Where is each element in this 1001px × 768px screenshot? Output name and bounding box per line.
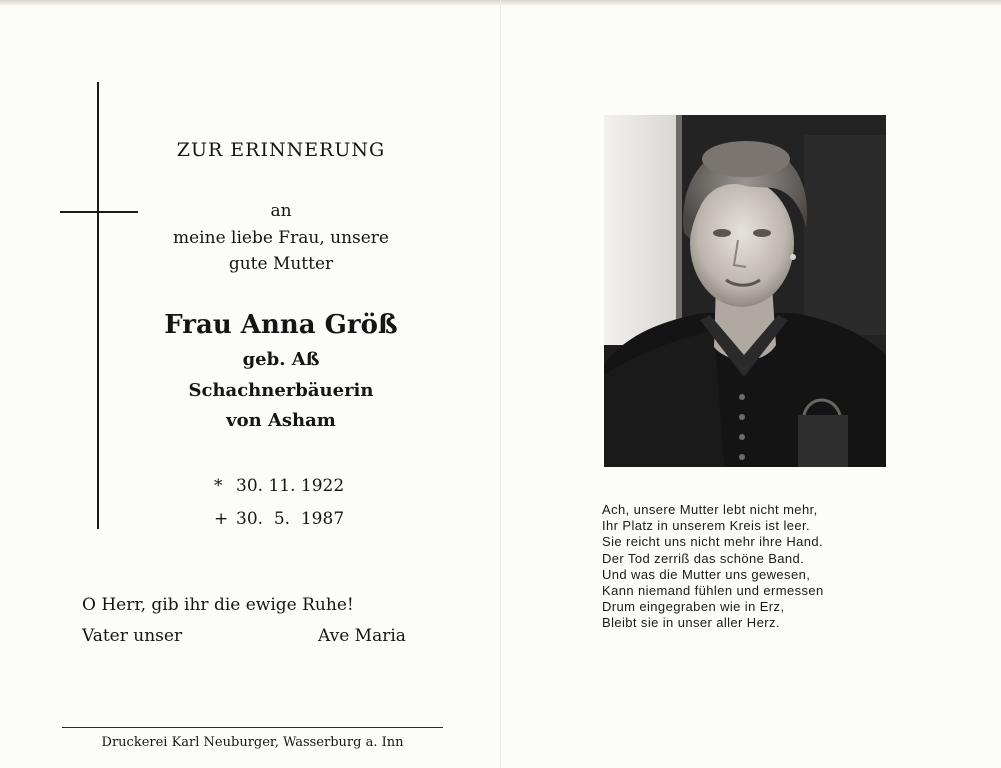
memorial-poem (602, 502, 912, 632)
intro-line-1: an (270, 201, 292, 221)
poem-line-8: Bleibt sie in unser aller Herz. (602, 615, 780, 631)
birth-date-line (214, 476, 344, 496)
poem-line-6: Kann niemand fühlen und ermessen (602, 583, 824, 599)
portrait-photo (604, 115, 886, 467)
deceased-name: Frau Anna Größ (164, 310, 398, 340)
intro-line-2: meine liebe Frau, unsere (173, 228, 389, 248)
card-fold (500, 0, 501, 768)
origin: von Asham (226, 410, 336, 431)
death-cross-icon: + (214, 509, 229, 529)
poem-line-1: Ach, unsere Mutter lebt nicht mehr, (602, 502, 818, 517)
printer-divider (62, 727, 443, 728)
poem-line-3: Sie reicht uns nicht mehr ihre Hand. (602, 534, 824, 550)
prayer-ave-maria: Ave Maria (318, 626, 406, 646)
poem-line-7: Drum eingegraben wie in Erz, (602, 599, 785, 615)
cross-icon-horizontal (60, 211, 138, 213)
portrait-illustration (604, 115, 886, 467)
birth-date: 30. 11. 1922 (236, 476, 345, 496)
poem-line-5: Und was die Mutter uns gewesen, (602, 566, 811, 582)
cross-icon-vertical (97, 82, 99, 529)
farm-title: Schachnerbäuerin (188, 380, 374, 401)
poem-line-2: Ihr Platz in unserem Kreis ist leer. (602, 518, 811, 534)
heading: ZUR ERINNERUNG (176, 139, 386, 161)
death-date-line (214, 509, 344, 529)
printer-credit: Druckerei Karl Neuburger, Wasserburg a. Inn (101, 735, 404, 750)
birth-star-icon: * (214, 476, 223, 496)
intro-line-3: gute Mutter (228, 254, 334, 274)
maiden-name: geb. Aß (242, 349, 320, 370)
prayer-line: O Herr, gib ihr die ewige Ruhe! (82, 595, 354, 615)
poem-line-4: Der Tod zerriß das schöne Band. (602, 550, 805, 566)
death-date: 30. 5. 1987 (236, 509, 345, 529)
prayer-vater-unser: Vater unser (82, 626, 183, 646)
